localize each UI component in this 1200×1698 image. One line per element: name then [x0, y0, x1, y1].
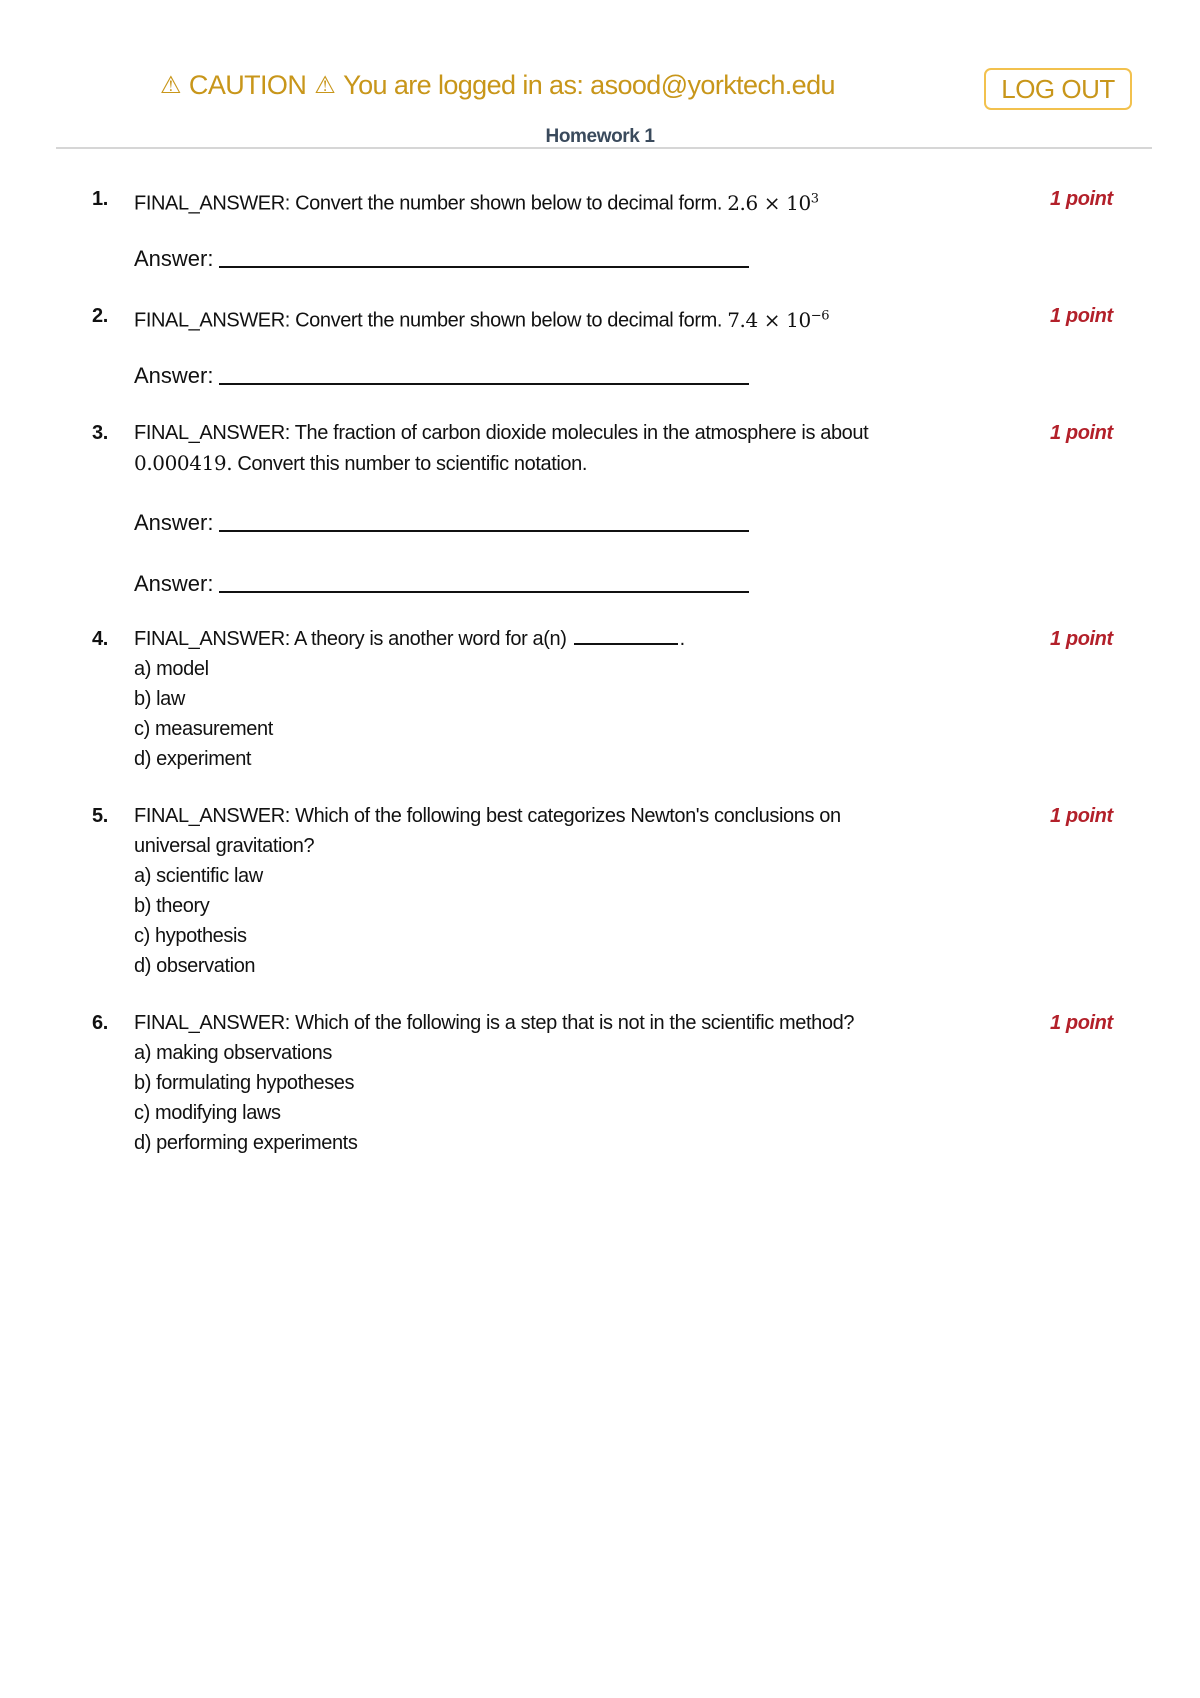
answer-input-line[interactable]	[219, 530, 749, 532]
question-prompt-continued: Convert this number to scientific notation.	[237, 453, 588, 475]
points-label: 1 point	[1050, 188, 1113, 210]
math-expression: 0.000419.	[134, 451, 233, 475]
option-item[interactable]: c) hypothesis	[134, 925, 247, 947]
question-number: 4.	[92, 628, 108, 650]
answer-label: Answer:	[134, 246, 214, 271]
question-prompt: FINAL_ANSWER: A theory is another word for a(n)	[134, 628, 567, 650]
question-number: 3.	[92, 422, 108, 444]
option-item[interactable]: c) modifying laws	[134, 1102, 281, 1124]
answer-label: Answer:	[134, 510, 214, 535]
answer-options	[134, 1038, 984, 1158]
option-item[interactable]: d) experiment	[134, 748, 252, 770]
login-banner	[0, 60, 1200, 120]
option-item[interactable]: d) performing experiments	[134, 1132, 358, 1154]
points-label: 1 point	[1050, 1012, 1113, 1034]
answer-row	[134, 246, 749, 272]
fill-in-blank	[574, 643, 678, 645]
question-prompt: FINAL_ANSWER: Convert the number shown below to decimal form.	[134, 309, 723, 332]
caution-label: CAUTION	[188, 70, 307, 100]
question-number: 6.	[92, 1012, 108, 1034]
math-base: 2.6 × 10	[727, 190, 811, 215]
question-text	[134, 301, 984, 336]
math-exponent: 3	[810, 191, 819, 206]
math-expression	[727, 308, 829, 332]
question-number: 1.	[92, 188, 108, 210]
warning-triangle-icon: ⚠	[160, 72, 181, 99]
question-text	[134, 184, 984, 219]
option-item[interactable]: b) formulating hypotheses	[134, 1072, 355, 1094]
answer-row	[134, 363, 749, 389]
warning-triangle-icon: ⚠	[314, 72, 336, 99]
question-number: 2.	[92, 305, 108, 327]
points-label: 1 point	[1050, 422, 1113, 444]
points-label: 1 point	[1050, 628, 1113, 650]
answer-options	[134, 861, 984, 981]
question-text	[134, 1008, 984, 1158]
option-item[interactable]: b) theory	[134, 895, 210, 917]
answer-options	[134, 654, 984, 774]
question-prompt-end: .	[679, 628, 685, 650]
caution-message	[160, 70, 835, 101]
header-divider	[56, 147, 1152, 149]
option-item[interactable]: d) observation	[134, 955, 256, 977]
answer-row	[134, 571, 749, 597]
points-label: 1 point	[1050, 305, 1113, 327]
answer-input-line[interactable]	[219, 266, 749, 268]
page-title: Homework 1	[545, 126, 655, 147]
answer-input-line[interactable]	[219, 383, 749, 385]
logged-in-text: You are logged in as: asood@yorktech.edu	[343, 70, 835, 100]
points-label: 1 point	[1050, 805, 1113, 827]
question-text	[134, 801, 984, 981]
answer-label: Answer:	[134, 363, 214, 388]
answer-input-line[interactable]	[219, 591, 749, 593]
question-text	[134, 624, 984, 774]
math-exponent: −6	[810, 308, 830, 323]
question-prompt: FINAL_ANSWER: Which of the following is a step that is not in the scientific method?	[134, 1012, 855, 1034]
math-expression	[727, 191, 818, 215]
question-text	[134, 418, 984, 479]
question-prompt: FINAL_ANSWER: Convert the number shown below to decimal form.	[134, 192, 723, 215]
question-number: 5.	[92, 805, 108, 827]
option-item[interactable]: a) model	[134, 658, 209, 680]
logout-button[interactable]: LOG OUT	[984, 68, 1132, 110]
answer-row	[134, 510, 749, 536]
question-prompt: FINAL_ANSWER: Which of the following best categorizes Newton's conclusions on	[134, 805, 841, 827]
answer-label: Answer:	[134, 571, 214, 596]
question-prompt: FINAL_ANSWER: The fraction of carbon dioxide molecules in the atmosphere is about	[134, 422, 869, 444]
option-item[interactable]: c) measurement	[134, 718, 273, 740]
option-item[interactable]: a) making observations	[134, 1042, 332, 1064]
question-prompt-continued: universal gravitation?	[134, 835, 315, 857]
option-item[interactable]: a) scientific law	[134, 865, 263, 887]
math-base: 7.4 × 10	[727, 307, 811, 332]
option-item[interactable]: b) law	[134, 688, 185, 710]
